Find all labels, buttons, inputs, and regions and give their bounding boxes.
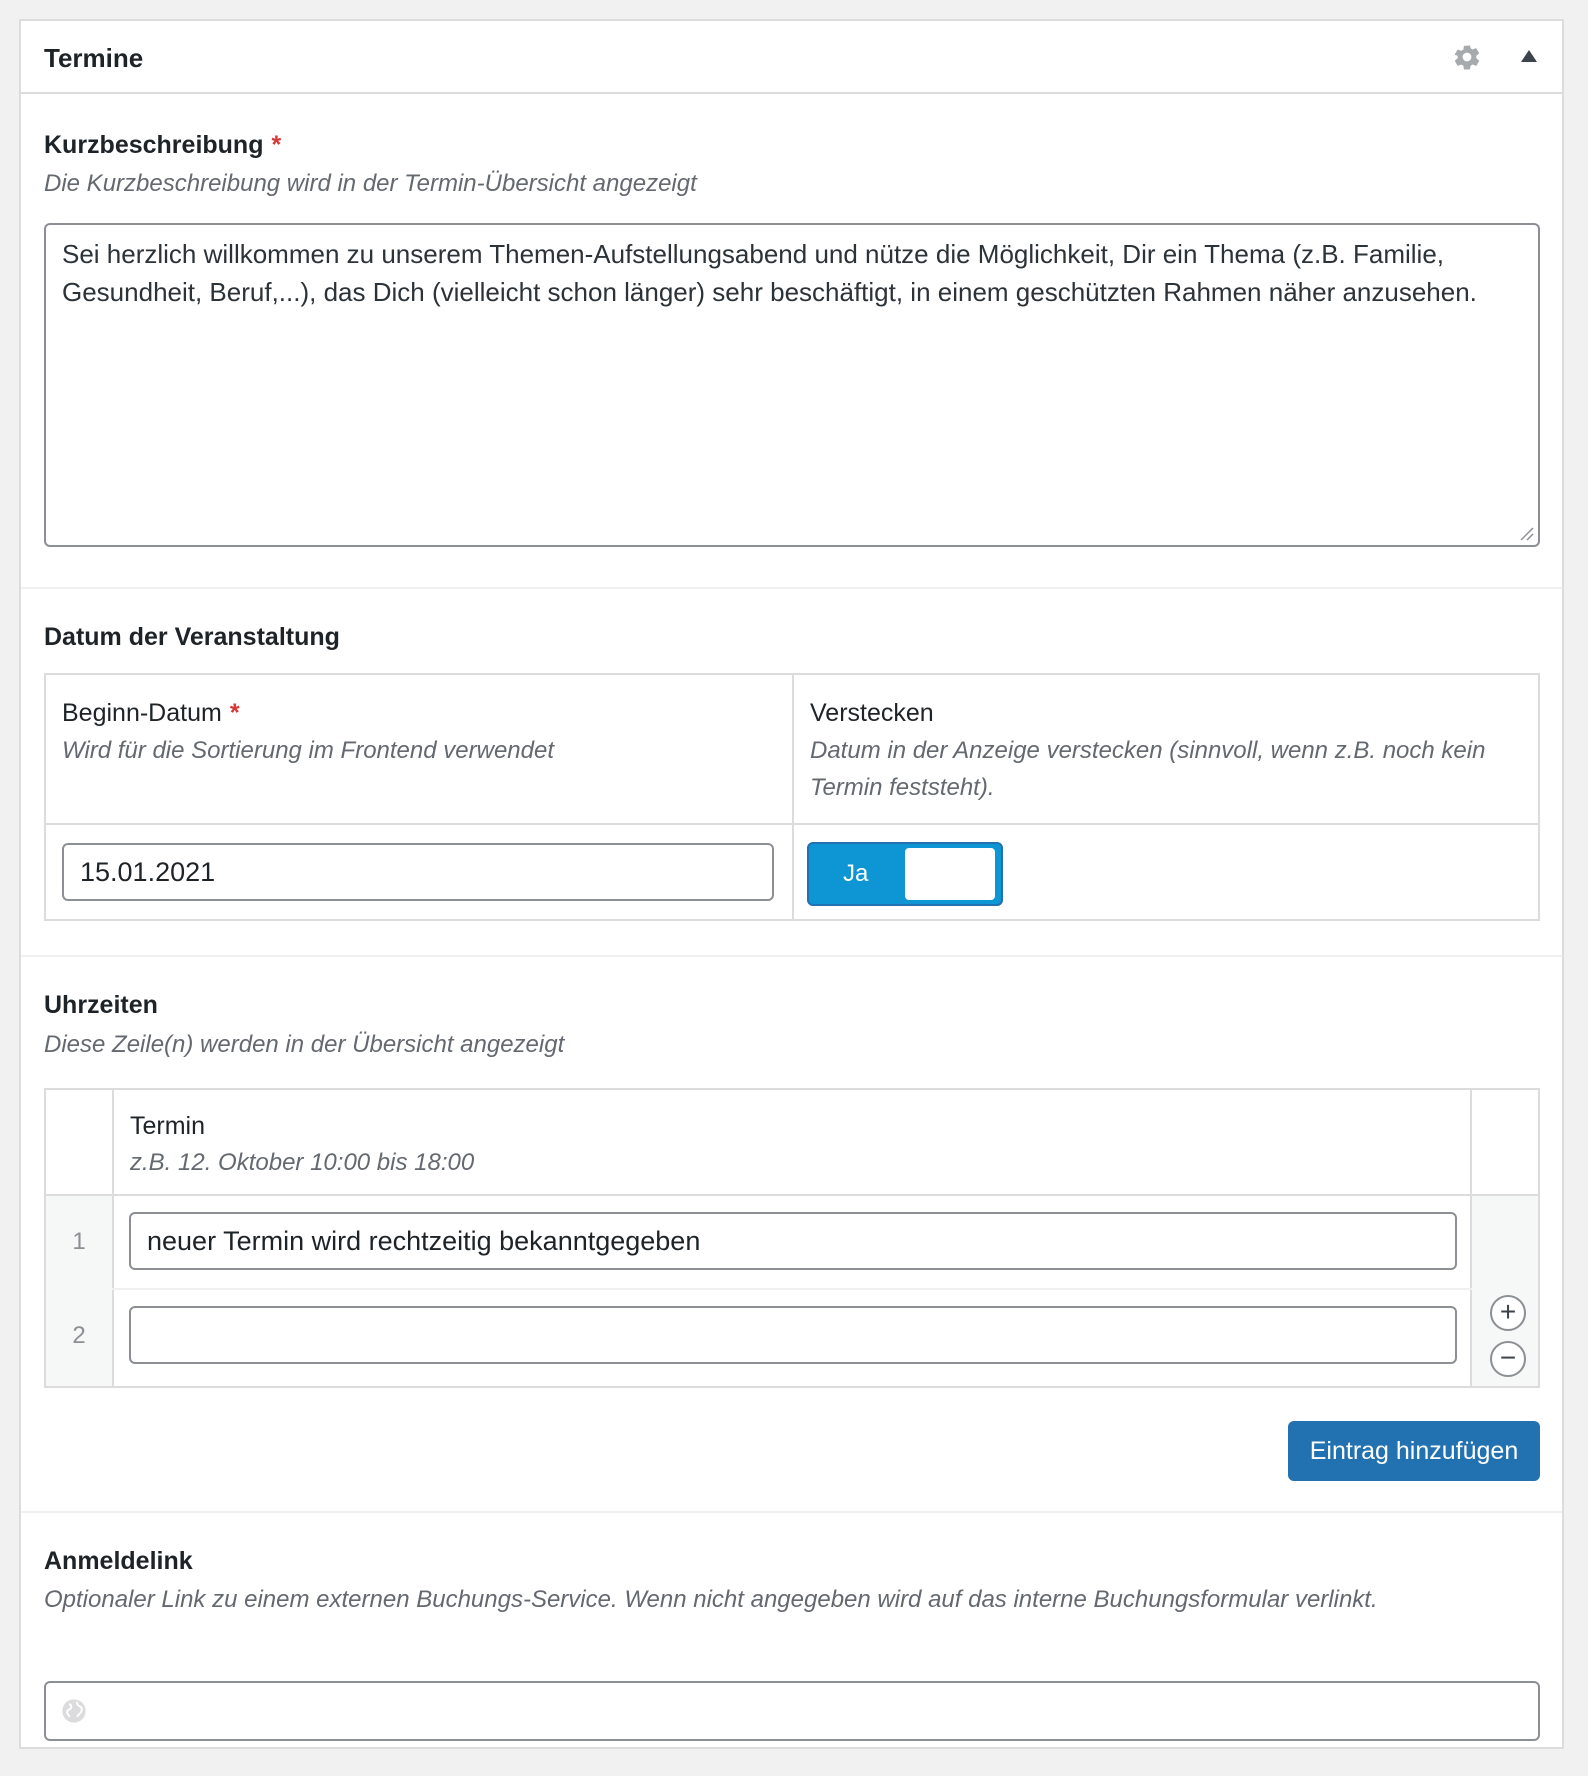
remove-row-button[interactable] [1490,1341,1526,1377]
add-entry-button[interactable]: Eintrag hinzufügen [1288,1421,1540,1481]
table-divider [46,823,1538,825]
divider [21,1511,1562,1513]
toggle-knob [905,848,995,900]
kurzbeschreibung-description: Die Kurzbeschreibung wird in der Termin-Übersicht angezeigt [44,170,697,197]
kurzbeschreibung-textarea[interactable] [44,223,1540,547]
gear-icon[interactable] [1452,42,1482,72]
table-divider [112,1090,114,1386]
uhrzeiten-description: Diese Zeile(n) werden in der Übersicht angezeigt [44,1031,565,1058]
uhrzeiten-label: Uhrzeiten [44,991,158,1019]
anmeldelink-description: Optionaler Link zu einem externen Buchungs-Service. Wenn nicht angegeben wird auf das interne Buchungsformular verlinkt. [44,1586,1378,1613]
datum-label: Datum der Veranstaltung [44,623,340,651]
termin-row-input[interactable]: neuer Termin wird rechtzeitig bekanntgegeben [129,1212,1457,1270]
table-divider [1470,1090,1472,1386]
row-divider [112,1288,1472,1290]
termin-column-title: Termin [130,1112,206,1140]
row-number-column [46,1196,112,1386]
beginn-datum-input[interactable]: 15.01.2021 [62,843,774,901]
table-divider [792,675,794,919]
metabox-title: Termine [44,43,144,73]
beginn-datum-label [62,699,240,728]
metabox-header [21,21,1562,94]
globe-icon [60,1697,88,1725]
add-row-button[interactable] [1490,1295,1526,1331]
required-marker: * [271,131,282,159]
beginn-datum-description: Wird für die Sortierung im Frontend verwendet [62,737,554,764]
kurzbeschreibung-text: Sei herzlich willkommen zu unserem Themen-Aufstellungsabend und nütze die Möglichkeit, Dir ein Thema (z.B. Familie, Gesundheit, Beruf,...), das Dich (vielleicht schon länger) sehr beschäftigt, in einem geschützten Rahmen näher anzusehen. [62,239,1477,307]
uhrzeiten-repeater [44,1088,1540,1388]
minus-icon: − [1499,1342,1517,1373]
termin-row-input[interactable] [129,1306,1457,1364]
divider [21,955,1562,957]
table-divider [46,1194,1538,1196]
row-number: 2 [72,1322,86,1349]
anmeldelink-label: Anmeldelink [44,1547,193,1575]
divider [21,587,1562,589]
row-number: 1 [72,1228,86,1255]
verstecken-toggle[interactable] [807,842,1003,906]
termine-metabox [19,19,1564,1749]
plus-icon: + [1499,1296,1517,1327]
resize-handle-icon[interactable] [1518,525,1534,541]
verstecken-description: Datum in der Anzeige verstecken (sinnvoll, wenn z.B. noch kein Termin feststeht). [810,737,1486,801]
verstecken-label: Verstecken [810,699,934,727]
termin-column-hint: z.B. 12. Oktober 10:00 bis 18:00 [130,1149,475,1176]
kurzbeschreibung-label-text: Kurzbeschreibung [44,131,264,159]
anmeldelink-input[interactable] [44,1681,1540,1741]
kurzbeschreibung-label [44,131,281,160]
required-marker: * [229,699,240,727]
toggle-label: Ja [843,860,869,887]
datum-table [44,673,1540,921]
beginn-datum-label-text: Beginn-Datum [62,699,222,727]
triangle-up-icon[interactable] [1520,49,1538,63]
